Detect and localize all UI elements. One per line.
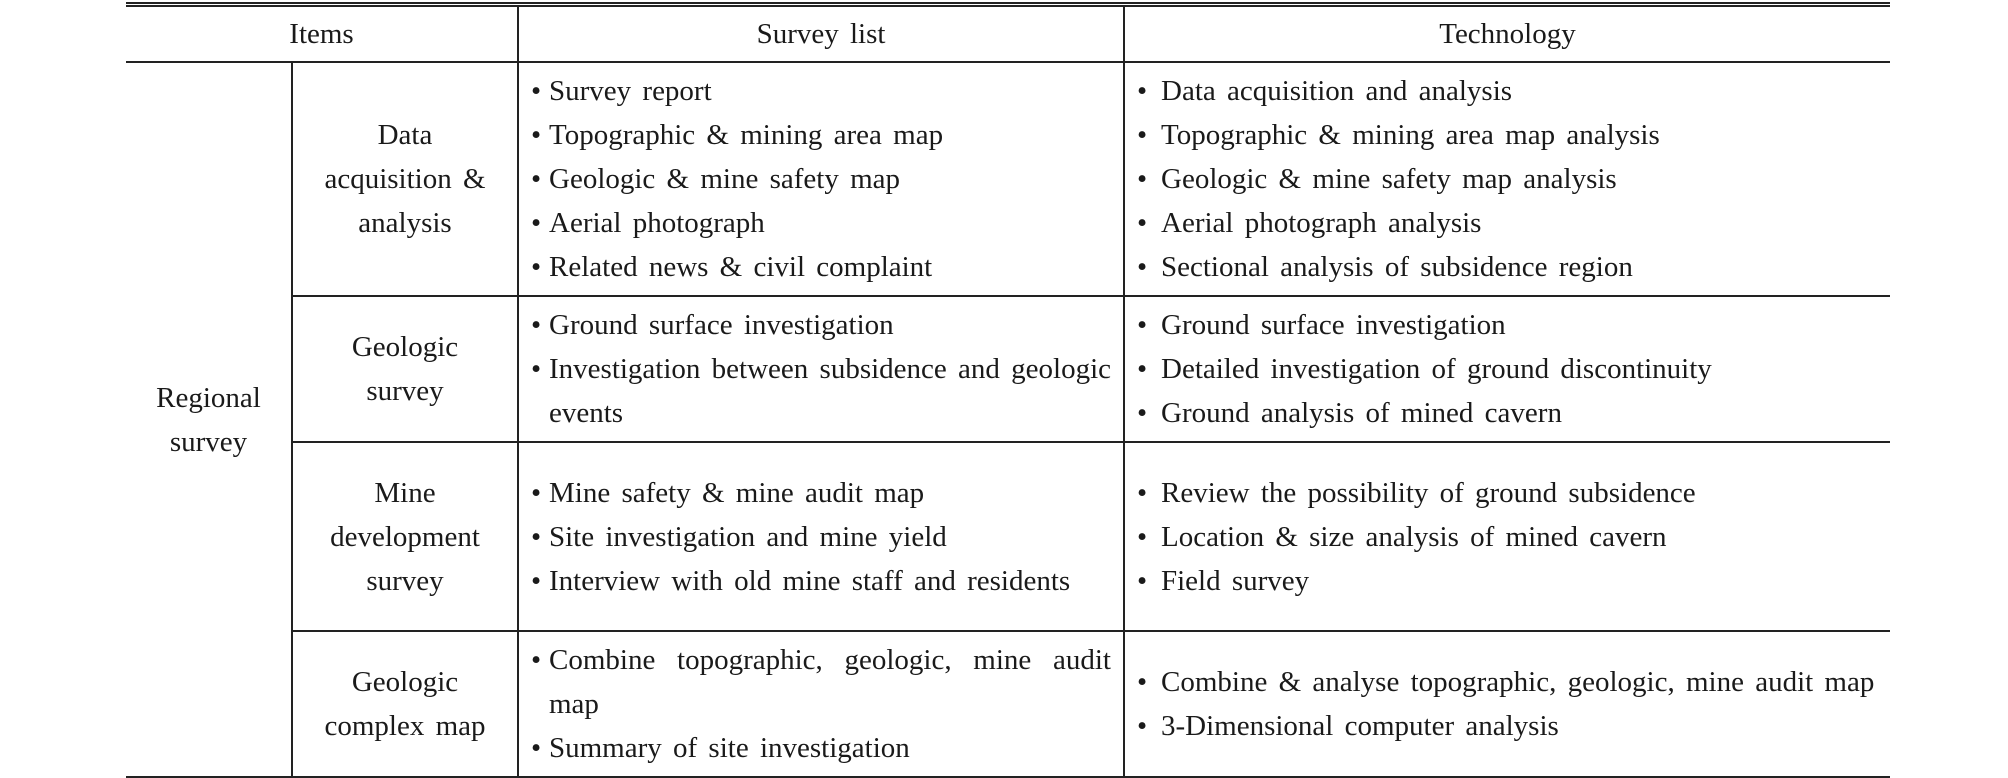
survey-list-cell xyxy=(518,296,1124,442)
table-row xyxy=(126,62,1890,296)
survey-list-cell xyxy=(518,631,1124,777)
subitem-geologic-complex-map: Geologic complex map xyxy=(324,666,486,742)
survey-list-cell xyxy=(518,442,1124,631)
table-row xyxy=(126,631,1890,777)
list-item: • Data acquisition and analysis xyxy=(1137,75,1513,107)
survey-list xyxy=(531,69,1111,289)
list-item: • Summary of site investigation xyxy=(531,732,910,764)
list-item: • Detailed investigation of ground discontinuity xyxy=(1137,353,1712,385)
table-header-row xyxy=(126,5,1890,63)
list-item: • Geologic & mine safety map xyxy=(531,163,901,195)
list-item: • Aerial photograph xyxy=(531,207,765,239)
list-item: • Aerial photograph analysis xyxy=(1137,207,1482,239)
technology-cell xyxy=(1124,442,1890,631)
list-item: • Site investigation and mine yield xyxy=(531,520,947,553)
list-item: • Topographic & mining area map analysis xyxy=(1137,119,1660,151)
list-item: • Location & size analysis of mined cavern xyxy=(1137,520,1667,553)
list-item: • Field survey xyxy=(1137,564,1310,597)
category-cell xyxy=(126,62,292,777)
list-item: • 3-Dimensional computer analysis xyxy=(1137,710,1559,742)
list-item: • Mine safety & mine audit map xyxy=(531,476,925,509)
survey-table xyxy=(126,2,1890,778)
table-row xyxy=(126,442,1890,631)
survey-list xyxy=(531,471,1111,603)
technology-list xyxy=(1137,69,1878,289)
subitem-mine-development: Mine development survey xyxy=(330,476,480,597)
list-item: • Ground surface investigation xyxy=(531,309,894,341)
table-row xyxy=(126,296,1890,442)
header-technology: Technology xyxy=(1124,5,1890,63)
survey-list xyxy=(531,638,1111,770)
technology-list xyxy=(1137,471,1878,603)
technology-cell xyxy=(1124,631,1890,777)
list-item: • Ground analysis of mined cavern xyxy=(1137,397,1562,429)
subitem-cell xyxy=(292,442,518,631)
technology-list xyxy=(1137,660,1878,748)
list-item: • Related news & civil complaint xyxy=(531,251,933,283)
list-item: • Interview with old mine staff and residents xyxy=(531,564,1071,597)
list-item: • Geologic & mine safety map analysis xyxy=(1137,163,1617,195)
technology-cell xyxy=(1124,62,1890,296)
list-item: • Topographic & mining area map xyxy=(531,119,944,151)
subitem-data-acquisition: Data acquisition & analysis xyxy=(324,119,486,239)
list-item: • Ground surface investigation xyxy=(1137,309,1506,341)
category-regional-survey: Regional survey xyxy=(156,381,261,458)
list-item: • Survey report xyxy=(531,75,712,107)
list-item: • Combine topographic, geologic, mine audit map xyxy=(531,644,1111,720)
list-item: • Review the possibility of ground subsidence xyxy=(1137,476,1696,509)
subitem-cell xyxy=(292,62,518,296)
header-survey-list: Survey list xyxy=(518,5,1124,63)
survey-list xyxy=(531,303,1111,435)
technology-cell xyxy=(1124,296,1890,442)
list-item: • Sectional analysis of subsidence region xyxy=(1137,251,1633,283)
technology-list xyxy=(1137,303,1878,435)
list-item: • Investigation between subsidence and geologic events xyxy=(531,353,1112,429)
subitem-cell xyxy=(292,631,518,777)
survey-table-container xyxy=(126,2,1890,778)
survey-list-cell xyxy=(518,62,1124,296)
list-item: • Combine & analyse topographic, geologic, mine audit map xyxy=(1137,666,1875,698)
header-items: Items xyxy=(126,5,518,63)
subitem-geologic-survey: Geologic survey xyxy=(351,331,459,407)
subitem-cell xyxy=(292,296,518,442)
